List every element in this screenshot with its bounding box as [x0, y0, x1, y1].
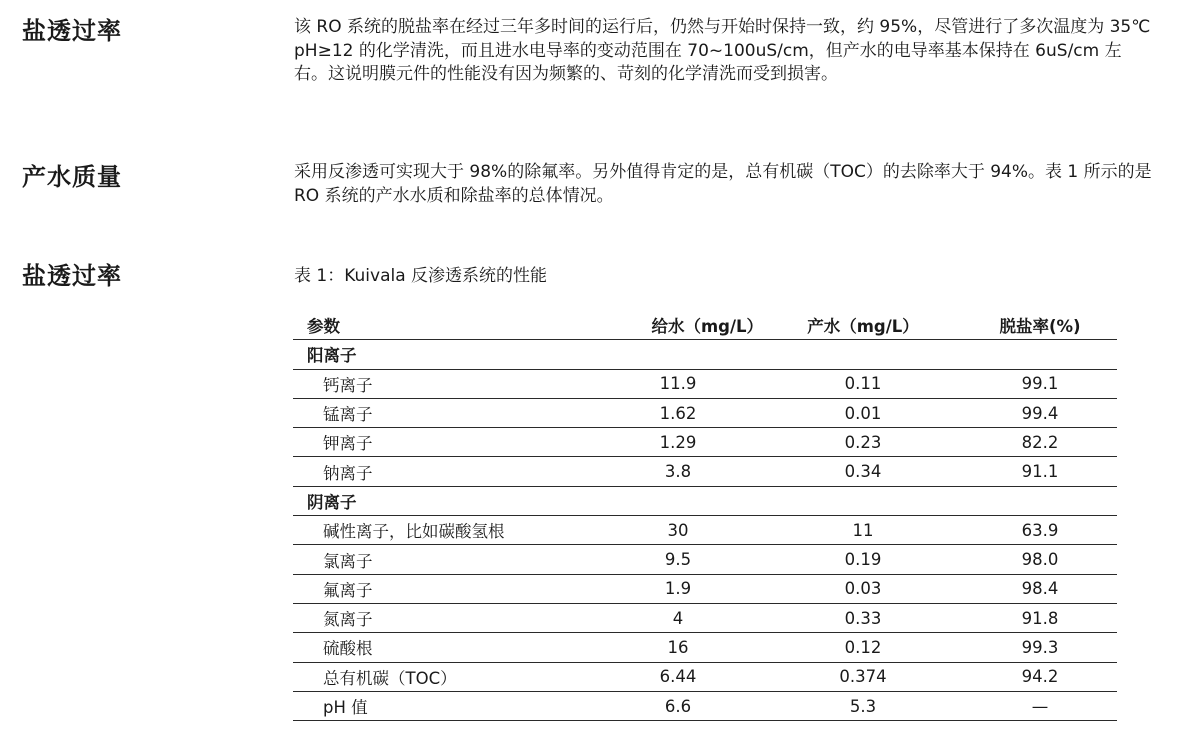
- row-product: 0.19: [763, 545, 963, 574]
- row-rejection: 99.3: [963, 633, 1117, 662]
- row-name: 钾离子: [293, 428, 593, 457]
- row-feed: 30: [593, 516, 763, 545]
- row-product: 0.11: [763, 369, 963, 398]
- row-rejection: 63.9: [963, 516, 1117, 545]
- row-feed: 1.62: [593, 398, 763, 427]
- table-row: [293, 603, 1117, 632]
- table-row: [293, 398, 1117, 427]
- table-row: [293, 545, 1117, 574]
- row-name: 氟离子: [293, 574, 593, 603]
- row-feed: 1.29: [593, 428, 763, 457]
- row-product: 0.12: [763, 633, 963, 662]
- table-row: [293, 662, 1117, 691]
- group-label-cations: 阳离子: [293, 340, 1117, 369]
- row-name: 钠离子: [293, 457, 593, 486]
- row-name: 总有机碳（TOC）: [293, 662, 593, 691]
- row-product: 0.03: [763, 574, 963, 603]
- row-feed: 16: [593, 633, 763, 662]
- row-name: 硫酸根: [293, 633, 593, 662]
- table-row: [293, 457, 1117, 486]
- row-feed: 3.8: [593, 457, 763, 486]
- table-row: [293, 691, 1117, 720]
- row-feed: 11.9: [593, 369, 763, 398]
- row-feed: 6.44: [593, 662, 763, 691]
- row-rejection: —: [963, 691, 1117, 720]
- row-rejection: 99.4: [963, 398, 1117, 427]
- table-group-row-cations: [293, 340, 1117, 369]
- row-product: 0.33: [763, 603, 963, 632]
- group-label-anions: 阴离子: [293, 486, 1117, 515]
- row-product: 0.23: [763, 428, 963, 457]
- section-heading-salt-passage-table: 盐透过率: [22, 262, 122, 290]
- row-rejection: 98.0: [963, 545, 1117, 574]
- row-name: 氯离子: [293, 545, 593, 574]
- row-name: 锰离子: [293, 398, 593, 427]
- row-product: 0.34: [763, 457, 963, 486]
- table-row: [293, 428, 1117, 457]
- row-feed: 9.5: [593, 545, 763, 574]
- row-product: 0.374: [763, 662, 963, 691]
- row-name: 钙离子: [293, 369, 593, 398]
- paragraph-salt-passage: 该 RO 系统的脱盐率在经过三年多时间的运行后，仍然与开始时保持一致，约 95%，尽管进行了多次温度为 35℃ pH≥12 的化学清洗，而且进水电导率的变动范围在 70~100uS/cm，但产水的电导率基本保持在 6uS/cm 左右。这说明膜元件的性能没有因为频繁的、苛刻的化学清洗而受到损害。: [294, 17, 1151, 84]
- section-heading-permeate-quality: 产水质量: [22, 163, 122, 191]
- table-row: [293, 369, 1117, 398]
- performance-table: [293, 311, 1117, 721]
- column-header-product: 产水（mg/L）: [763, 311, 963, 340]
- row-product: 0.01: [763, 398, 963, 427]
- table-header-row: [293, 311, 1117, 340]
- table-row: [293, 633, 1117, 662]
- row-name: pH 值: [293, 691, 593, 720]
- paragraph-permeate-quality: 采用反渗透可实现大于 98%的除氟率。另外值得肯定的是，总有机碳（TOC）的去除率大于 94%。表 1 所示的是 RO 系统的产水水质和除盐率的总体情况。: [294, 162, 1152, 206]
- row-feed: 6.6: [593, 691, 763, 720]
- section-heading-salt-passage: 盐透过率: [22, 17, 122, 45]
- row-name: 氮离子: [293, 603, 593, 632]
- row-product: 11: [763, 516, 963, 545]
- column-header-feed: 给水（mg/L）: [593, 311, 763, 340]
- row-rejection: 99.1: [963, 369, 1117, 398]
- row-rejection: 94.2: [963, 662, 1117, 691]
- row-feed: 1.9: [593, 574, 763, 603]
- row-rejection: 91.8: [963, 603, 1117, 632]
- table-group-row-anions: [293, 486, 1117, 515]
- row-name: 碱性离子，比如碳酸氢根: [293, 516, 593, 545]
- row-product: 5.3: [763, 691, 963, 720]
- row-rejection: 91.1: [963, 457, 1117, 486]
- column-header-rejection: 脱盐率(%): [963, 311, 1117, 340]
- table-caption: 表 1：Kuivala 反渗透系统的性能: [294, 266, 548, 286]
- row-rejection: 82.2: [963, 428, 1117, 457]
- table-row: [293, 574, 1117, 603]
- table-row: [293, 516, 1117, 545]
- row-feed: 4: [593, 603, 763, 632]
- row-rejection: 98.4: [963, 574, 1117, 603]
- column-header-parameter: 参数: [293, 311, 593, 340]
